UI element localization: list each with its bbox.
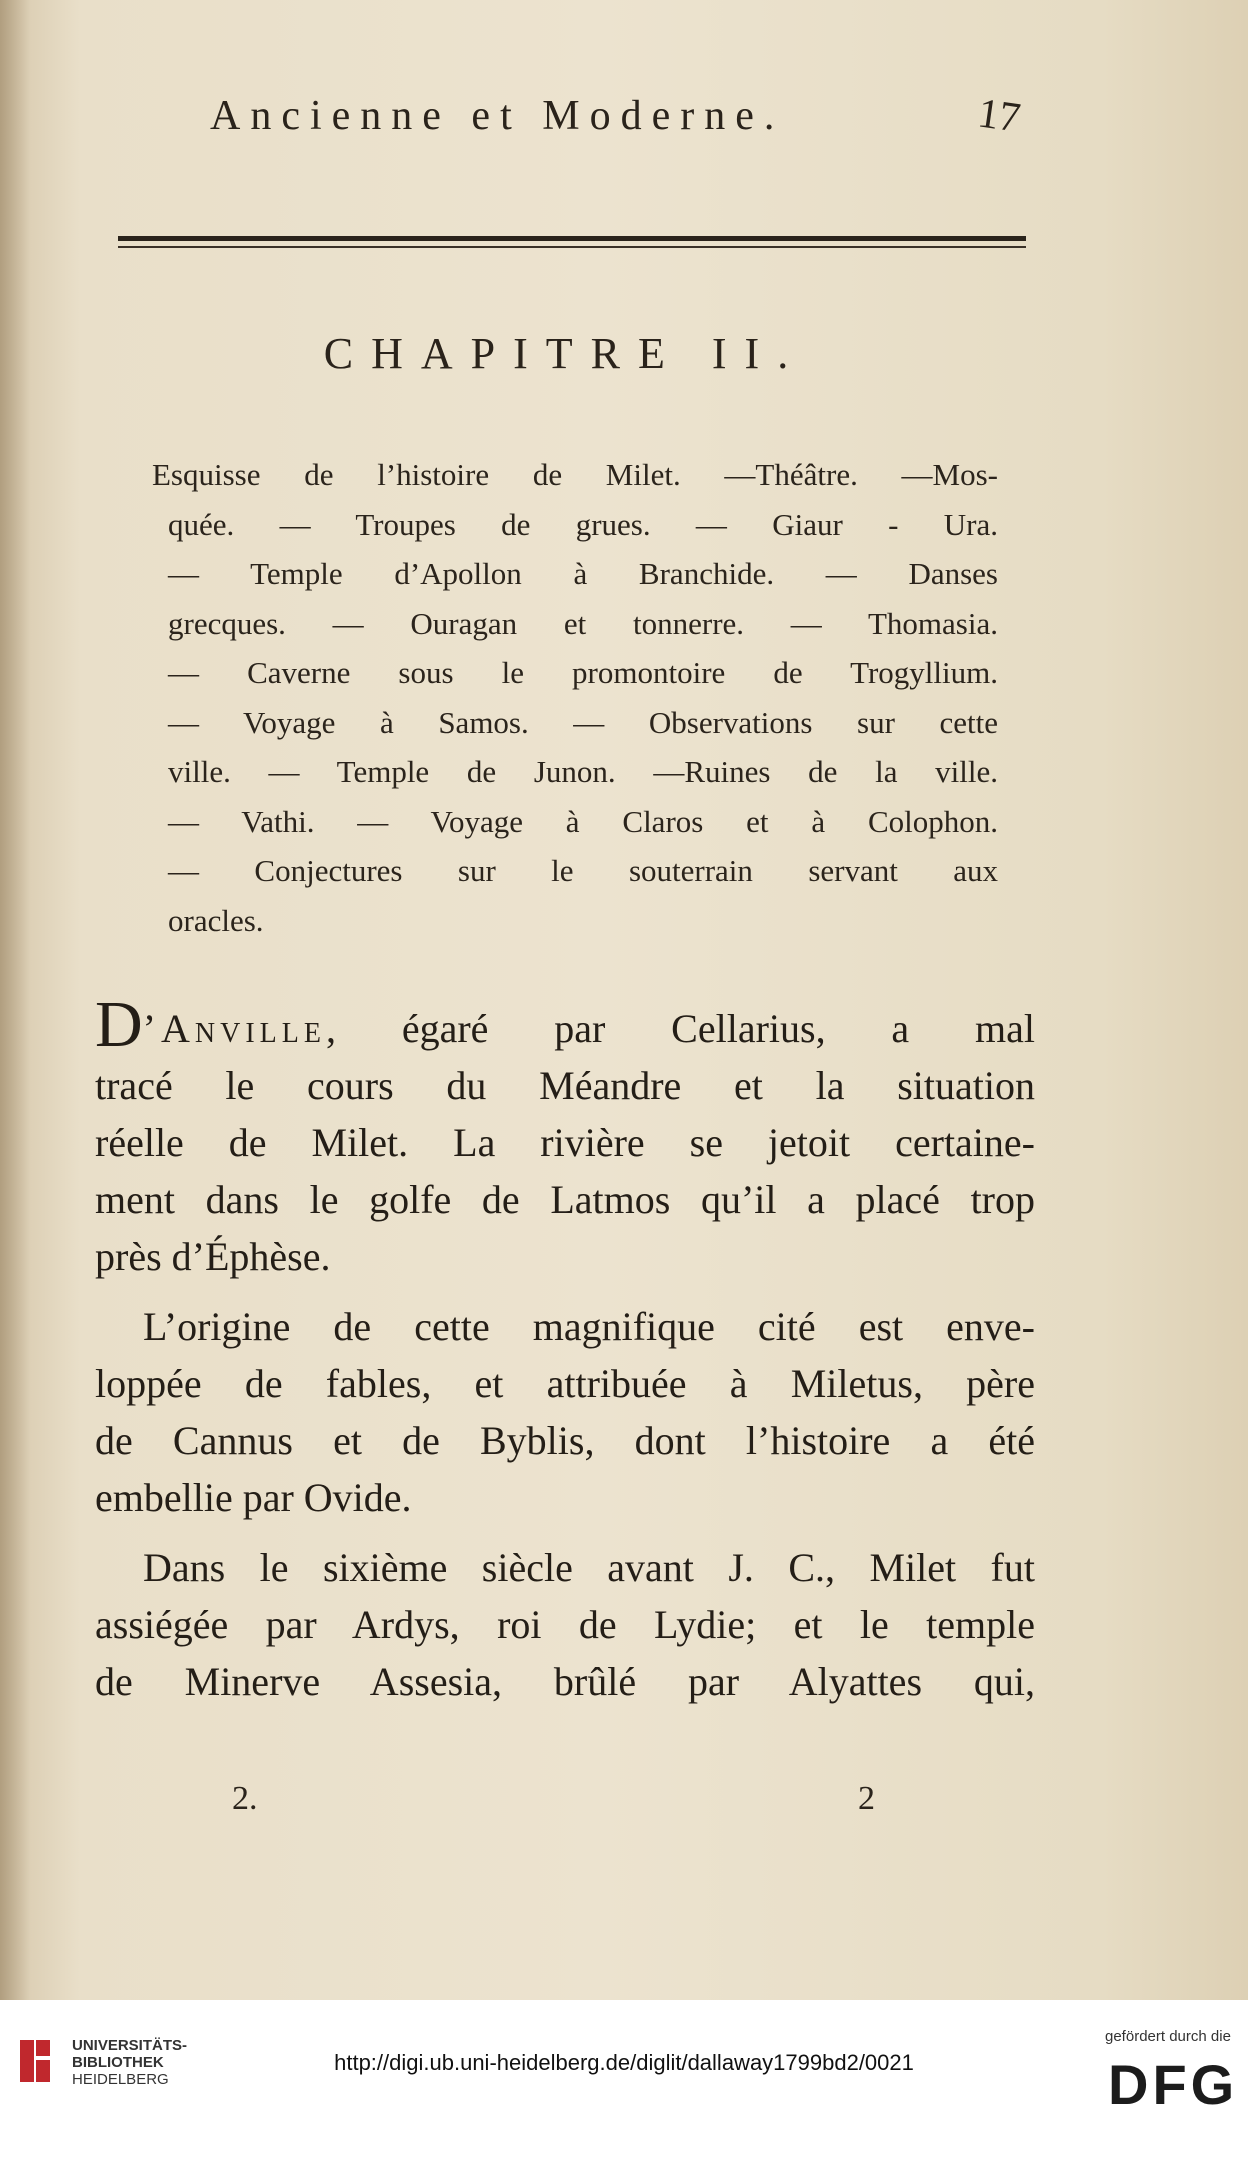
library-name-line: BIBLIOTHEK [72, 2054, 164, 2071]
summary-line: — Voyage à Samos. — Observations sur cette [168, 704, 998, 740]
signature-mark-right: 2 [858, 1780, 875, 1817]
body-text [95, 988, 1035, 1723]
paragraph-line: réelle de Milet. La rivière se jetoit certaine- [95, 1120, 1035, 1165]
summary-line: ville. — Temple de Junon. —Ruines de la ville. [168, 754, 998, 789]
paragraph-line: de Cannus et de Byblis, dont l’histoire a été [95, 1418, 1035, 1463]
paragraph-line: ment dans le golfe de Latmos qu’il a placé trop [95, 1177, 1035, 1222]
chapter-summary [152, 450, 998, 945]
chapter-title: CHAPITRE II. [323, 329, 807, 378]
signature-mark-left: 2. [232, 1780, 258, 1817]
library-name-line: HEIDELBERG [72, 2071, 169, 2088]
paragraph-line: loppée de fables, et attribuée à Miletus, père [95, 1361, 1035, 1406]
summary-line: — Temple d’Apollon à Branchide. — Danses [168, 556, 998, 591]
paragraph-line: tracé le cours du Méandre et la situation [95, 1063, 1035, 1108]
paragraph-line: L’origine de cette magnifique cité est enve- [143, 1304, 1035, 1349]
summary-line: quée. — Troupes de grues. — Giaur - Ura. [168, 506, 998, 542]
summary-line: — Conjectures sur le souterrain servant aux [168, 853, 998, 888]
page-number: 17 [975, 90, 1023, 142]
spine-shadow [0, 0, 30, 2000]
paragraph-line: assiégée par Ardys, roi de Lydie; et le temple [95, 1602, 1035, 1647]
header-rule-thick [118, 236, 1026, 241]
paragraph-2 [95, 1298, 1035, 1526]
paragraph-line: de Minerve Assesia, brûlé par Alyattes qui, [95, 1659, 1035, 1704]
summary-line: grecques. — Ouragan et tonnerre. — Thomasia. [168, 605, 998, 641]
author-name-smallcaps: ’Anville [142, 1006, 326, 1051]
digitization-footer [0, 2000, 1248, 2163]
header-rule-thin [118, 246, 1026, 248]
summary-line: — Caverne sous le promontoire de Trogyllium. [168, 655, 998, 690]
paragraph-3 [95, 1539, 1035, 1710]
summary-line: — Vathi. — Voyage à Claros et à Colophon. [168, 803, 998, 839]
paragraph-line [95, 988, 1035, 1061]
funder-caption: gefördert durch die [1105, 2028, 1231, 2045]
paragraph-line-rest: , égaré par Cellarius, a mal [325, 1006, 1035, 1051]
paragraph-line: Dans le sixième siècle avant J. C., Milet fut [143, 1545, 1035, 1590]
paragraph-line: embellie par Ovide. [95, 1475, 412, 1520]
dfg-logo: DFG [1108, 2053, 1239, 2116]
paragraph-line: près d’Éphèse. [95, 1234, 331, 1279]
drop-cap: D [95, 988, 143, 1061]
summary-line: Esquisse de l’histoire de Milet. —Théâtre. —Mos- [152, 457, 998, 492]
summary-line: oracles. [168, 902, 264, 938]
running-title: Ancienne et Moderne. [210, 93, 785, 139]
library-name-line: UNIVERSITÄTS- [72, 2037, 188, 2054]
permalink-url[interactable]: http://digi.ub.uni-heidelberg.de/diglit/dallaway1799bd2/0021 [334, 2050, 914, 2075]
paragraph-1 [95, 988, 1035, 1285]
